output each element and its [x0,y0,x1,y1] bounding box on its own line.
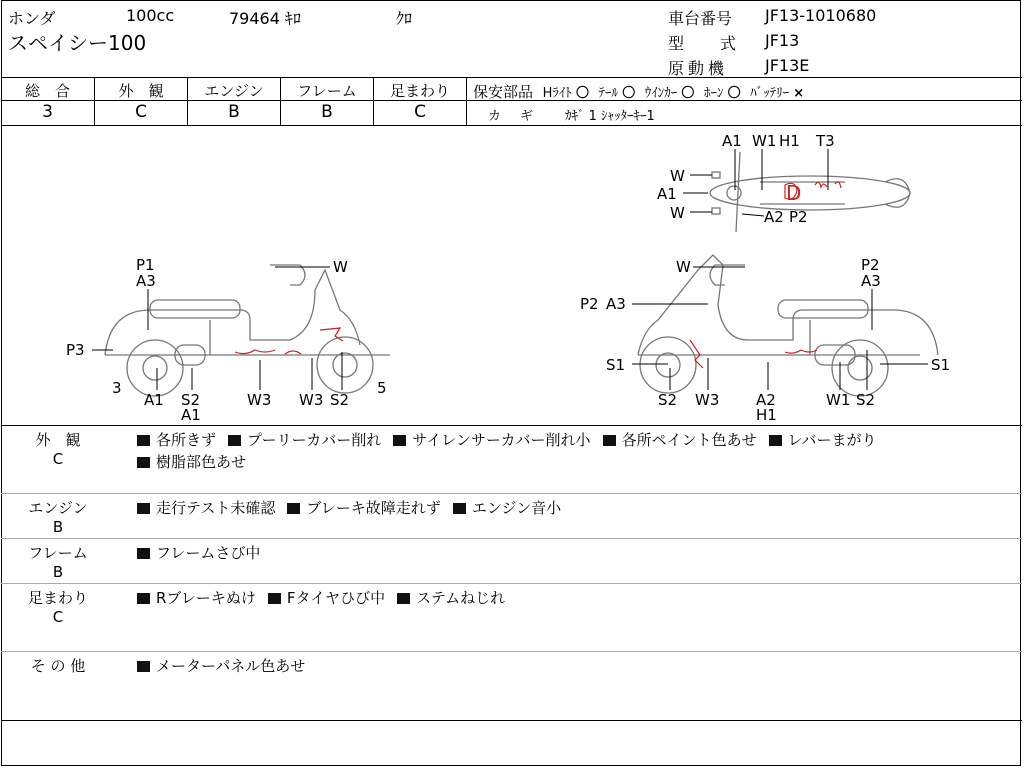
label-p2: P2 [580,295,599,313]
detail-item: Rブレーキぬけ [156,589,256,607]
detail-suspension-items [137,587,505,608]
detail-frame-grade: B [52,563,64,581]
detail-item: ステムねじれ [416,589,506,607]
label-w: W [670,167,685,185]
detail-item: エンジン音小 [471,499,562,517]
detail-item: フレームさび中 [156,544,261,562]
safety-item-horn: ﾎｰﾝ 〇 [703,86,741,101]
bullet-icon [137,661,150,672]
detail-item: Fタイヤひび中 [286,589,386,607]
label-w1: W1 [752,132,777,150]
detail-suspension-grade: C [52,608,64,626]
type-value: JF13 [765,31,800,50]
bullet-icon [268,593,281,604]
bullet-icon [453,503,466,514]
engine-grade: B [228,102,240,122]
label-a3: A3 [861,272,881,290]
label-t3: T3 [816,132,835,150]
diagram-bottom-line [1,425,1022,426]
label-5: 5 [377,379,387,397]
label-a3: A3 [606,295,626,313]
bullet-icon [393,435,406,446]
safety-item-tail: ﾃｰﾙ 〇 [598,86,636,101]
label-s1: S1 [931,356,951,374]
bullet-icon [228,435,241,446]
detail-frame-label: フレーム [28,544,88,562]
detail-item: 各所ペイント色あせ [621,431,757,449]
label-s2: S2 [856,391,876,409]
key-label: カ ギ [488,109,537,124]
label-p2: P2 [789,208,808,226]
label-w: W [670,204,685,222]
label-a1: A1 [722,132,742,150]
label-a3: A3 [136,272,156,290]
condition-diagram [0,126,1024,424]
detail-item: ブレーキ故障走れず [306,499,441,517]
engine-grade-label: エンジン [204,82,264,100]
engine-model-label: 原動機 [668,59,729,78]
bullet-icon [137,503,150,514]
type-label: 型 式 [668,34,747,53]
detail-item: サイレンサーカバー削れ小 [412,431,591,449]
frame-no: JF13-1010680 [765,6,877,25]
detail-engine-label: エンジン [28,499,88,517]
left-view-labels [66,256,387,424]
label-a1: A1 [657,185,677,203]
frame-no-label: 車台番号 [668,9,733,28]
engine-model: JF13E [765,56,810,75]
leader-lines [92,149,928,390]
bullet-icon [137,435,150,446]
key-value: ｶｷﾞ 1 ｼｬｯﾀｰｷｰ1 [565,109,655,124]
detail-item: プーリーカバー削れ [247,431,382,449]
detail-other-label: そ の 他 [30,657,86,675]
detail-exterior-items [137,429,877,450]
grade-table-top [1,77,1022,78]
safety-item-winker: ｳｲﾝｶｰ 〇 [644,86,695,101]
label-w3: W3 [695,391,720,409]
bullet-icon [603,435,616,446]
detail-exterior-label: 外 観 [35,431,81,449]
safety-parts [473,81,804,102]
bullet-icon [137,457,150,468]
model-name: スペイシー100 [8,31,147,55]
safety-item-battery: ﾊﾞｯﾃﾘｰ × [750,86,805,101]
bullet-icon [137,548,150,559]
label-a1: A1 [181,406,201,424]
safety-item-headlight: Hﾗｲﾄ 〇 [542,86,589,101]
top-view-scooter-icon [710,152,910,232]
bullet-icon [769,435,782,446]
detail-item: 各所きず [156,431,217,449]
label-a1: A1 [144,391,164,409]
label-h1: H1 [779,132,800,150]
label-w3: W3 [247,391,272,409]
suspension-grade-label: 足まわり [389,82,450,100]
label-w: W [676,258,691,276]
detail-exterior-items-2 [137,451,246,472]
frame-grade-label: フレーム [297,82,357,100]
label-h1: H1 [756,406,777,424]
detail-item: レバーまがり [787,431,877,449]
exterior-grade-label: 外 観 [118,82,164,100]
overall-grade-label: 総 合 [24,82,70,100]
detail-item: 樹脂部色あせ [156,453,247,471]
vehicle-color: ｸﾛ [396,9,413,28]
label-a2: A2 [756,391,776,409]
detail-item: 走行テスト未確認 [156,499,276,517]
bullet-icon [137,593,150,604]
detail-engine-items [137,497,561,518]
label-s1: S1 [606,356,626,374]
label-s2: S2 [330,391,350,409]
label-3: 3 [112,379,122,397]
label-p1: P1 [136,256,155,274]
overall-grade: 3 [42,102,53,122]
detail-exterior-grade: C [52,450,64,468]
label-w1: W1 [826,391,851,409]
suspension-grade: C [414,102,426,122]
detail-suspension-label: 足まわり [27,589,88,607]
label-p3: P3 [66,341,85,359]
detail-frame-items [137,542,260,563]
label-w: W [333,258,348,276]
detail-other-items [137,655,305,676]
label-w3: W3 [299,391,324,409]
label-d: D [786,181,802,205]
top-view-labels [657,132,835,226]
label-s2: S2 [181,391,201,409]
mileage: 79464 ｷﾛ [229,9,302,28]
bullet-icon [397,593,410,604]
displacement: 100cc [126,6,175,25]
bullet-icon [287,503,300,514]
exterior-grade: C [135,102,147,122]
detail-engine-grade: B [52,518,64,536]
right-side-scooter-icon [638,255,938,396]
label-p2: P2 [861,256,880,274]
label-s2: S2 [658,391,678,409]
frame-grade: B [321,102,333,122]
maker: ホンダ [8,9,56,28]
label-a2: A2 [764,208,784,226]
detail-item: メーターパネル色あせ [156,657,306,675]
safety-parts-label: 保安部品 [473,83,534,101]
